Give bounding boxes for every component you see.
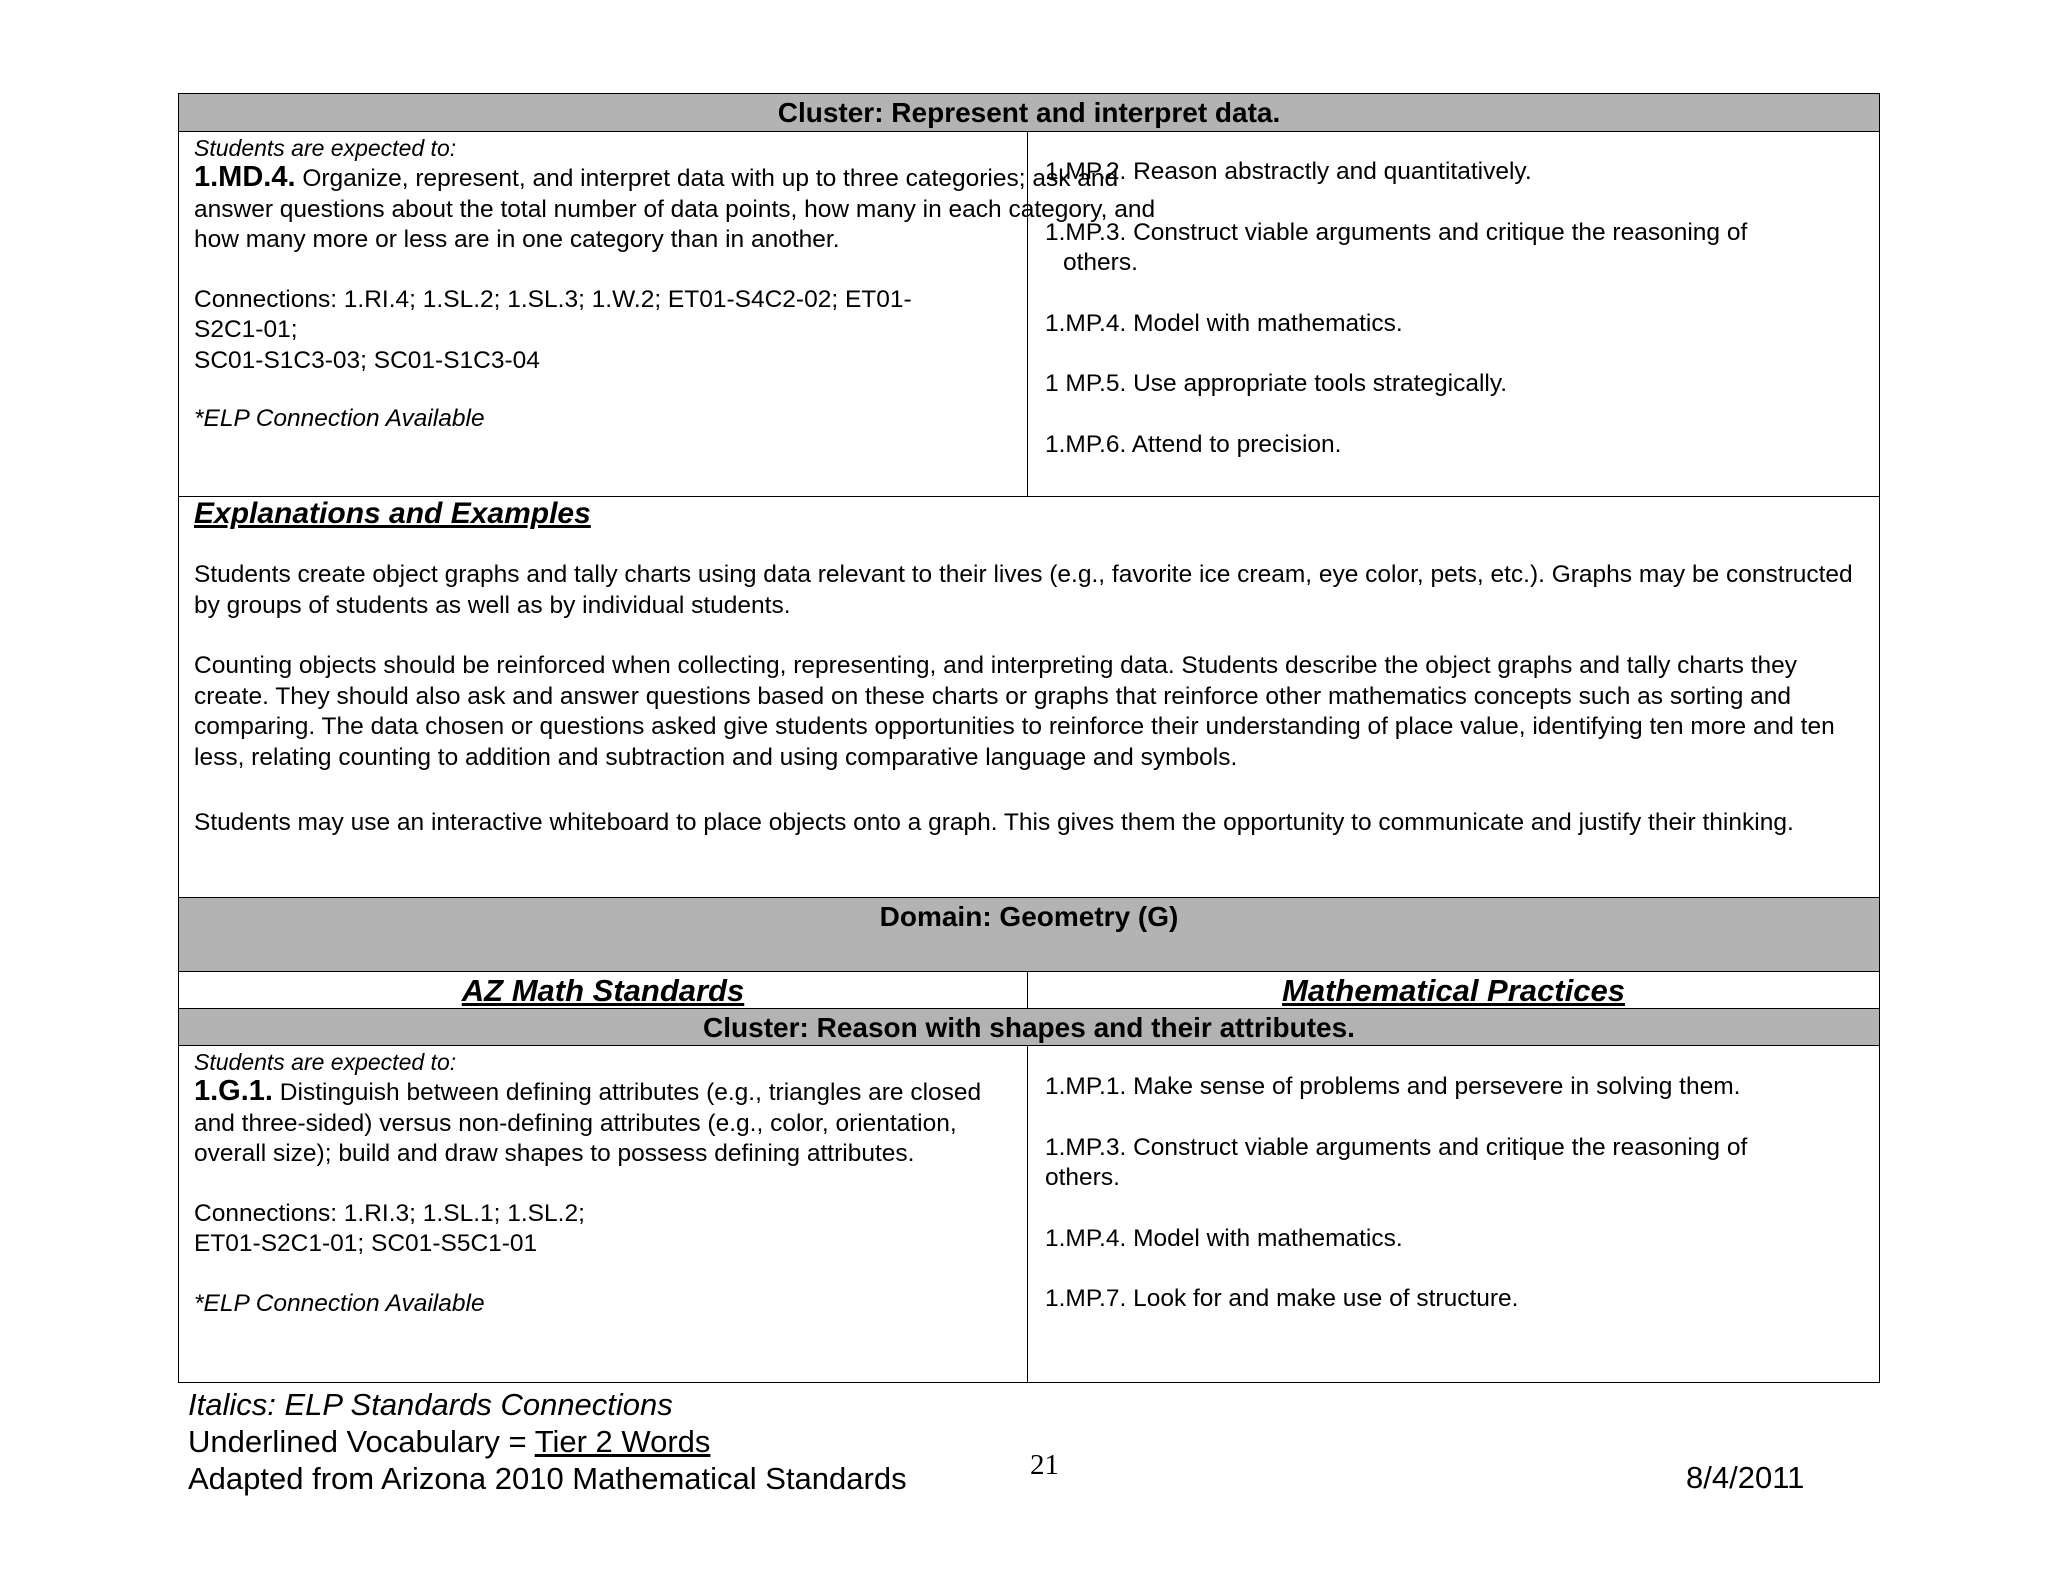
- expected-label: Students are expected to:: [194, 135, 457, 161]
- elp-connection-note: *ELP Connection Available: [194, 405, 485, 432]
- standards-table: [178, 93, 1880, 1383]
- cluster-header: [179, 1009, 1879, 1046]
- footer-notes: [188, 1386, 907, 1497]
- connections-line: SC01-S1C3-03; SC01-S1C3-04: [194, 346, 540, 374]
- practices-cell: [1045, 1072, 1865, 1315]
- footer-underline-prefix: Underlined Vocabulary =: [188, 1424, 535, 1459]
- explanations-section: [179, 497, 1879, 898]
- explanation-paragraph: Students may use an interactive whiteboard to place objects onto a graph. This gives them the opportunity to communicate and justify their thinking.: [194, 809, 1794, 836]
- practice-item: 1.MP.3. Construct viable arguments and critique the reasoning of: [1045, 1133, 1748, 1161]
- practice-item: 1.MP.3. Construct viable arguments and critique the reasoning of: [1045, 218, 1748, 246]
- footer-tier2-words: Tier 2 Words: [534, 1424, 711, 1459]
- domain-title: Domain: Geometry (G): [879, 901, 1179, 932]
- connections-line: Connections: 1.RI.4; 1.SL.2; 1.SL.3; 1.W.2; ET01-S4C2-02; ET01-: [194, 285, 912, 313]
- practices-cell: [1045, 157, 1865, 460]
- standard-text-block: [194, 1076, 984, 1170]
- practice-item: others.: [1045, 1164, 1120, 1191]
- standard-text: Distinguish between defining attributes (e.g., triangles are closed and three-sided) versus non-defining attributes (e.g., color, orientation, overall size); build and draw shapes to possess defining attributes.: [194, 1079, 982, 1167]
- cluster-title: Cluster: Reason with shapes and their attributes.: [703, 1012, 1355, 1043]
- connections-line: ET01-S2C1-01; SC01-S5C1-01: [194, 1230, 538, 1257]
- column-header-row: [179, 972, 1879, 1009]
- standard-cell: [194, 1048, 984, 1319]
- practice-item: 1.MP.7. Look for and make use of structure.: [1045, 1285, 1519, 1312]
- elp-connection-note: *ELP Connection Available: [194, 1289, 485, 1317]
- column-divider: [1027, 1046, 1028, 1382]
- connections-line: S2C1-01;: [194, 316, 298, 343]
- standard-text: Organize, represent, and interpret data with up to three categories; ask and answer questions about the total number of data points, how many in each category, and how many more or less are in one category than in another.: [194, 165, 1156, 253]
- explanation-paragraph: Students create object graphs and tally charts using data relevant to their lives (e.g., favorite ice cream, eye color, pets, etc.). Graphs may be constructed by groups of students as well as by individual students.: [194, 561, 1853, 619]
- page-number: 21: [1030, 1449, 1059, 1481]
- standard-code: 1.G.1.: [194, 1075, 273, 1107]
- footer-underline-legend: [188, 1423, 907, 1460]
- practice-item: 1.MP.2. Reason abstractly and quantitatively.: [1045, 158, 1532, 185]
- domain-header: [179, 898, 1879, 972]
- cluster-title: Cluster: Represent and interpret data.: [777, 97, 1281, 128]
- footer-italics-legend: Italics: ELP Standards Connections: [188, 1387, 673, 1422]
- column-header-practices: Mathematical Practices: [1282, 973, 1625, 1008]
- explanations-heading: Explanations and Examples: [194, 497, 591, 530]
- cluster-row: [179, 132, 1879, 497]
- practice-item: 1.MP.4. Model with mathematics.: [1045, 309, 1403, 337]
- cluster-row: [179, 1046, 1879, 1382]
- practice-item: 1.MP.1. Make sense of problems and persevere in solving them.: [1045, 1073, 1741, 1100]
- standard-text-block: [194, 162, 1184, 256]
- standard-code: 1.MD.4.: [194, 161, 296, 193]
- expected-label: Students are expected to:: [194, 1049, 457, 1075]
- footer-date: 8/4/2011: [1686, 1460, 1805, 1495]
- practice-item: others.: [1063, 249, 1138, 276]
- explanations-content: [194, 497, 1862, 839]
- cluster-header: [179, 94, 1879, 132]
- standard-cell: [194, 134, 1184, 435]
- practice-item: 1.MP.6. Attend to precision.: [1045, 430, 1342, 458]
- practice-item: 1.MP.4. Model with mathematics.: [1045, 1224, 1403, 1252]
- practice-item: 1 MP.5. Use appropriate tools strategically.: [1045, 370, 1508, 397]
- column-header-standards: AZ Math Standards: [461, 973, 745, 1008]
- explanation-paragraph: Counting objects should be reinforced when collecting, representing, and interpreting data. Students describe the object graphs and tally charts they create. They should also ask and answer questions based on these charts or graphs that reinforce other mathematics concepts such as sorting and comparing. The data chosen or questions asked give students opportunities to reinforce their understanding of place value, identifying ten more and ten less, relating counting to addition and subtraction and using comparative language and symbols.: [194, 652, 1835, 771]
- column-divider: [1027, 132, 1028, 497]
- footer-source: Adapted from Arizona 2010 Mathematical Standards: [188, 1461, 907, 1496]
- connections-line: Connections: 1.RI.3; 1.SL.1; 1.SL.2;: [194, 1199, 585, 1227]
